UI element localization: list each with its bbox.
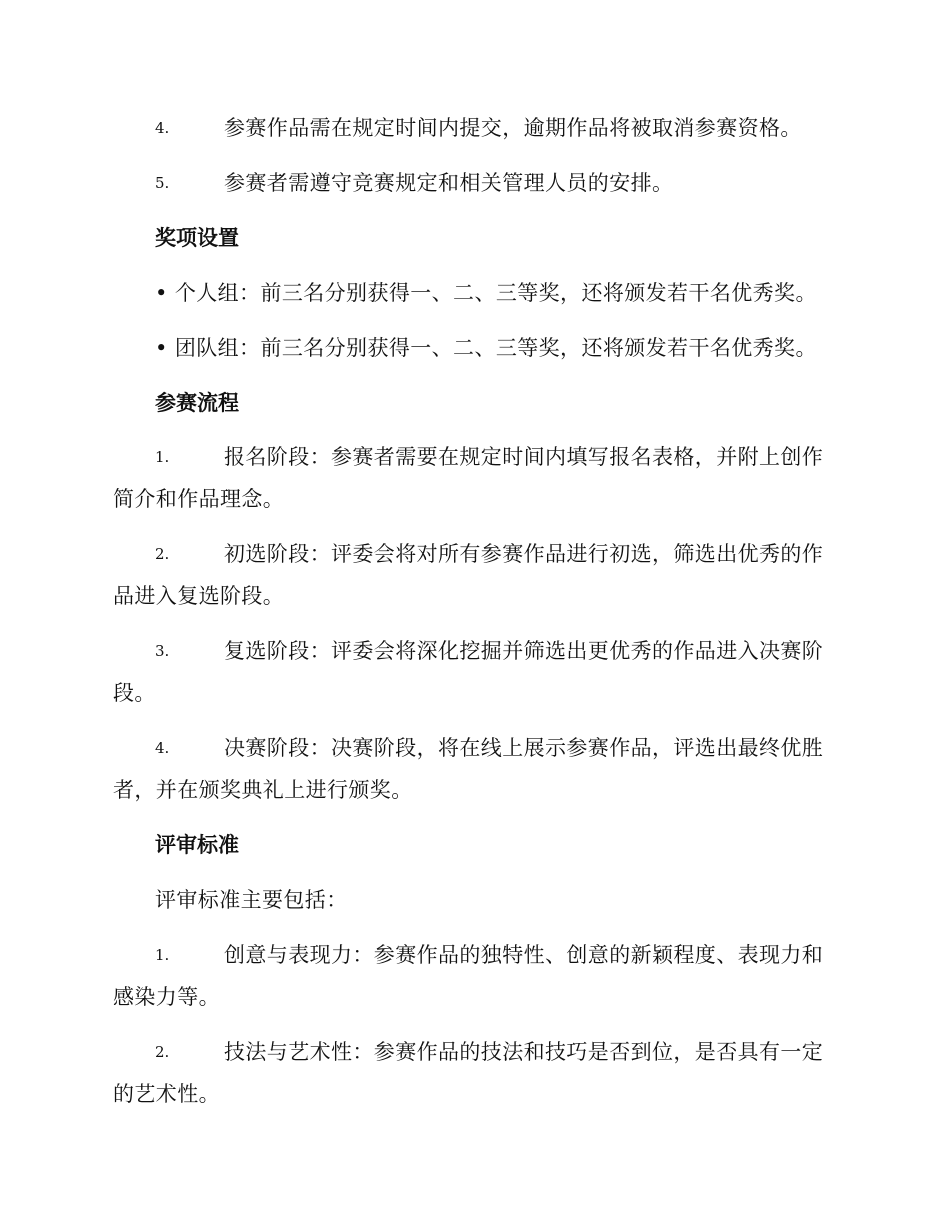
rule-text: 参赛者需遵守竞赛规定和相关管理人员的安排。 <box>224 171 674 195</box>
criteria-intro: 评审标准主要包括： <box>155 888 348 912</box>
step-text-line2: 品进入复选阶段。 <box>113 584 285 608</box>
step-text-line1: 报名阶段：参赛者需要在规定时间内填写报名表格，并附上创作 <box>224 445 824 469</box>
section-heading-criteria: 评审标准 <box>155 833 239 857</box>
criteria-text-line2: 的艺术性。 <box>113 1082 220 1106</box>
section-heading-process: 参赛流程 <box>155 391 239 415</box>
criteria-text-line2: 感染力等。 <box>113 985 220 1009</box>
step-number: 3. <box>155 642 170 660</box>
criteria-text-line1: 创意与表现力：参赛作品的独特性、创意的新颖程度、表现力和 <box>224 943 824 967</box>
step-text-line1: 决赛阶段：决赛阶段，将在线上展示参赛作品，评选出最终优胜 <box>224 736 824 760</box>
step-text-line2: 者，并在颁奖典礼上进行颁奖。 <box>113 778 413 802</box>
rule-number: 5. <box>155 174 170 192</box>
rule-number: 4. <box>155 119 170 137</box>
award-item: • 团队组：前三名分别获得一、二、三等奖，还将颁发若干名优秀奖。 <box>155 336 817 360</box>
criteria-number: 1. <box>155 946 170 964</box>
criteria-text-line1: 技法与艺术性：参赛作品的技法和技巧是否到位，是否具有一定 <box>224 1040 824 1064</box>
step-text-line2: 简介和作品理念。 <box>113 487 285 511</box>
step-number: 2. <box>155 545 170 563</box>
award-item: • 个人组：前三名分别获得一、二、三等奖，还将颁发若干名优秀奖。 <box>155 281 817 305</box>
section-heading-awards: 奖项设置 <box>155 226 239 250</box>
step-text-line1: 复选阶段：评委会将深化挖掘并筛选出更优秀的作品进入决赛阶 <box>224 639 824 663</box>
step-number: 1. <box>155 448 170 466</box>
step-number: 4. <box>155 739 170 757</box>
step-text-line2: 段。 <box>113 681 156 705</box>
criteria-number: 2. <box>155 1043 170 1061</box>
step-text-line1: 初选阶段：评委会将对所有参赛作品进行初选，筛选出优秀的作 <box>224 542 824 566</box>
rule-text: 参赛作品需在规定时间内提交，逾期作品将被取消参赛资格。 <box>224 116 802 140</box>
